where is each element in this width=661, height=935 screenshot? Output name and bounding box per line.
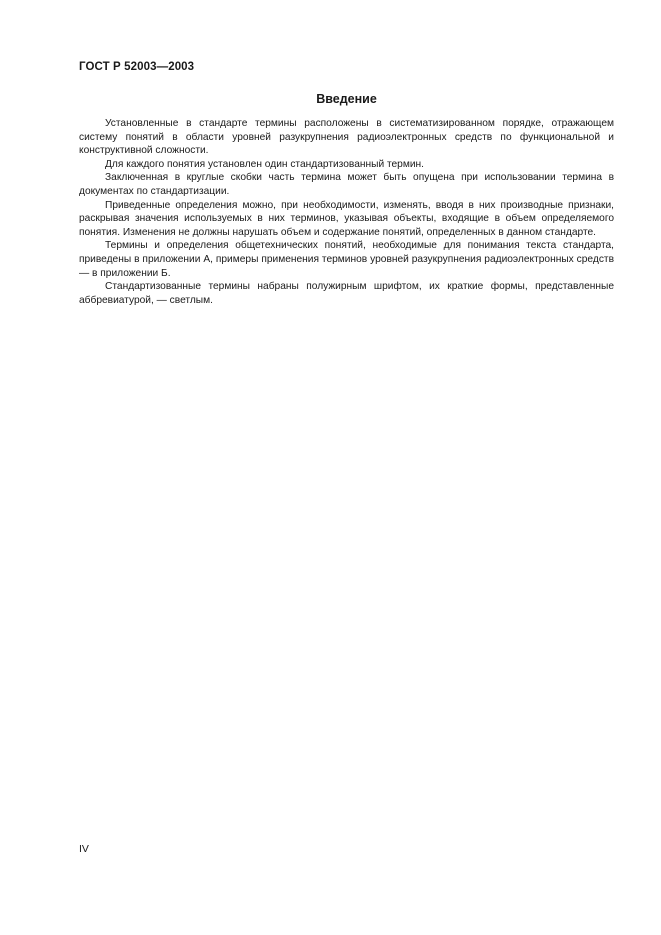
paragraph: Заключенная в круглые скобки часть термина может быть опущена при использовании термина в документах по стандартизации. [79,172,614,197]
page-number: IV [79,843,89,855]
paragraph: Для каждого понятия установлен один стандартизованный термин. [105,158,424,170]
standard-header: ГОСТ Р 52003—2003 [79,61,195,73]
paragraph: Приведенные определения можно, при необходимости, изменять, вводя в них производные признаки, раскрывая значения используемых в них терминов, указывая объекты, входящие в объем определяемого понятия. Изменения не должны нарушать объем и содержание понятий, определенных в данном стандарте. [79,199,614,238]
paragraph: Термины и определения общетехнических понятий, необходимые для понимания текста стандарта, приведены в приложении А, примеры применения терминов уровней разукрупнения радиоэлектронных средств — в приложении Б. [79,240,614,279]
section-title-text: Введение [316,92,377,106]
section-title [79,92,614,106]
paragraph: Стандартизованные термины набраны полужирным шрифтом, их краткие формы, представленные аббревиатурой, — светлым. [79,281,614,306]
paragraph: Установленные в стандарте термины расположены в систематизированном порядке, отражающем систему понятий в области уровней разукрупнения радиоэлектронных средств по функциональной и конструктивной сложности. [79,118,614,157]
section-body [79,117,614,307]
